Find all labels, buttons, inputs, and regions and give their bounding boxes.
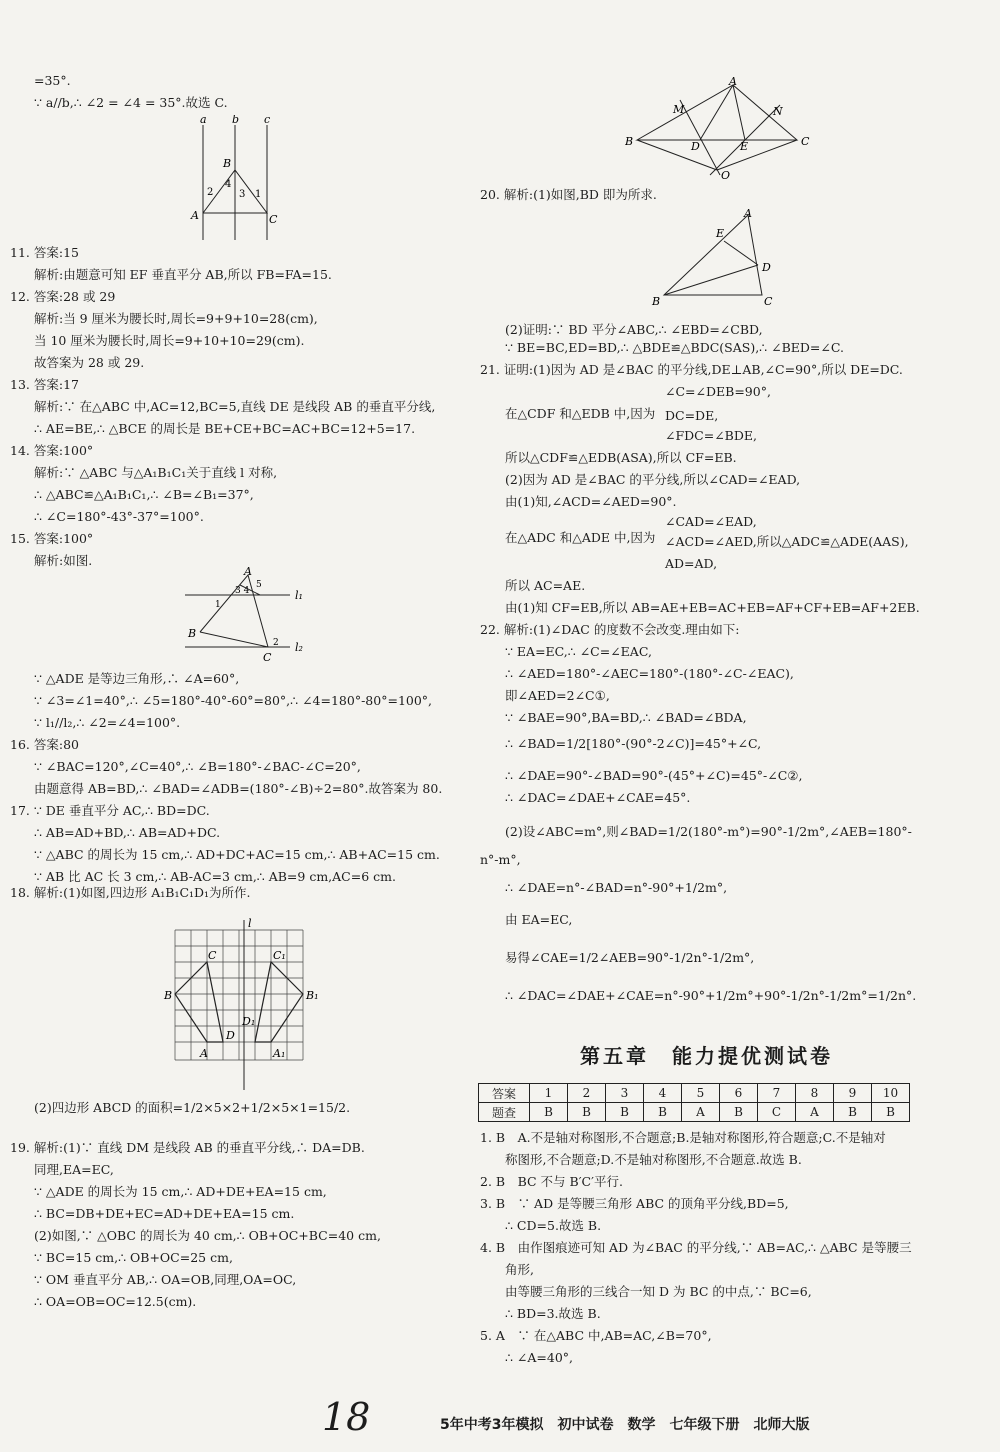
mc-text-line: ∴ BD=3.故选 B. — [505, 1306, 601, 1321]
left-text-line: 故答案为 28 或 29. — [34, 355, 145, 370]
right-text-line: 21. 证明:(1)因为 AD 是∠BAC 的平分线,DE⊥AB,∠C=90°,所以 DE=DC. — [480, 362, 903, 377]
right-text-line: 在△CDF 和△EDB 中,因为 — [505, 406, 656, 421]
left-text-line: ∵ BC=15 cm,∴ OB+OC=25 cm, — [34, 1250, 233, 1265]
right-text-line: ∠C=∠DEB=90°, — [665, 384, 771, 399]
right-text-line: ∠ACD=∠AED,所以△ADC≌△ADE(AAS), — [665, 534, 909, 549]
right-text-line: (2)证明:∵ BD 平分∠ABC,∴ ∠EBD=∠CBD, — [505, 322, 763, 337]
svg-text:b: b — [232, 115, 240, 126]
left-text-line: ∴ △ABC≌△A₁B₁C₁,∴ ∠B=∠B₁=37°, — [34, 487, 254, 502]
svg-text:1: 1 — [215, 600, 221, 610]
svg-text:B: B — [652, 295, 661, 308]
answer-table — [478, 1083, 910, 1122]
right-text-line: 22. 解析:(1)∠DAC 的度数不会改变.理由如下: — [480, 622, 740, 637]
answer-cell: B — [530, 1103, 568, 1122]
figure-q19-triangle — [625, 75, 815, 185]
svg-text:D: D — [226, 1029, 235, 1042]
mc-text-line: 角形, — [505, 1262, 534, 1277]
svg-text:C: C — [269, 213, 278, 226]
left-text-line: (2)四边形 ABCD 的面积=1/2×5×2+1/2×5×1=15/2. — [34, 1100, 351, 1115]
mc-text-line: 由等腰三角形的三线合一知 D 为 BC 的中点,∵ BC=6, — [505, 1284, 812, 1299]
left-text-line: 当 10 厘米为腰长时,周长=9+10+10=29(cm). — [34, 333, 305, 348]
left-text-line: ∵ ∠3=∠1=40°,∴ ∠5=180°-40°-60°=80°,∴ ∠4=180°-80°=100°, — [34, 693, 433, 708]
right-text-line: DC=DE, — [665, 408, 719, 423]
question-number-cell: 8 — [796, 1084, 834, 1103]
left-text-line: ∵ △ADE 是等边三角形,∴ ∠A=60°, — [34, 671, 240, 686]
left-text-line: ∴ AE=BE,∴ △BCE 的周长是 BE+CE+BC=AC+BC=12+5=17. — [34, 421, 416, 436]
left-text-line: 由题意得 AB=BD,∴ ∠BAD=∠ADB=(180°-∠B)÷2=80°.故答案为 80. — [34, 781, 443, 796]
svg-text:c: c — [264, 115, 271, 126]
mc-text-line: 4. B 由作图痕迹可知 AD 为∠BAC 的平分线,∵ AB=AC,∴ △ABC 是等腰三 — [480, 1240, 912, 1255]
right-text-line: ∴ ∠BAD=1/2[180°-(90°-2∠C)]=45°+∠C, — [505, 736, 762, 751]
svg-text:E: E — [740, 140, 749, 153]
right-text-line: 由 EA=EC, — [505, 912, 573, 927]
left-text-line: 17. ∵ DE 垂直平分 AC,∴ BD=DC. — [10, 803, 210, 818]
svg-text:B: B — [625, 135, 634, 148]
left-text-line: 11. 答案:15 — [10, 245, 79, 260]
right-text-line: ∠FDC=∠BDE, — [665, 428, 757, 443]
left-text-line: 16. 答案:80 — [10, 737, 79, 752]
svg-text:B: B — [188, 627, 197, 640]
left-text-line: 14. 答案:100° — [10, 443, 94, 458]
answer-cell: B — [872, 1103, 910, 1122]
mc-text-line: ∴ ∠A=40°, — [505, 1350, 574, 1365]
left-text-line: ∵ l₁//l₂,∴ ∠2=∠4=100°. — [34, 715, 181, 730]
left-text-line: 19. 解析:(1)∵ 直线 DM 是线段 AB 的垂直平分线,∴ DA=DB. — [10, 1140, 365, 1155]
right-text-line: (2)设∠ABC=m°,则∠BAD=1/2(180°-m°)=90°-1/2m°,∠AEB=180°- — [505, 824, 912, 839]
right-text-line: ∴ ∠DAE=90°-∠BAD=90°-(45°+∠C)=45°-∠C②, — [505, 768, 803, 783]
question-number-cell: 4 — [644, 1084, 682, 1103]
mc-text-line: 1. B A.不是轴对称图形,不合题意;B.是轴对称图形,符合题意;C.不是轴对 — [480, 1130, 886, 1145]
left-text-line: 12. 答案:28 或 29 — [10, 289, 116, 304]
answer-cell: B — [568, 1103, 606, 1122]
right-text-line: ∠CAD=∠EAD, — [665, 514, 757, 529]
right-text-line: ∵ EA=EC,∴ ∠C=∠EAC, — [505, 644, 652, 659]
question-number-cell: 10 — [872, 1084, 910, 1103]
question-number-cell: 2 — [568, 1084, 606, 1103]
svg-text:3: 3 — [239, 189, 246, 200]
right-text-line: 所以 AC=AE. — [505, 578, 586, 593]
svg-text:A: A — [191, 209, 199, 222]
svg-text:O: O — [721, 169, 731, 182]
left-text-line: 解析:∵ 在△ABC 中,AC=12,BC=5,直线 DE 是线段 AB 的垂直平分线, — [34, 399, 436, 414]
left-text-line: =35°. — [34, 73, 71, 88]
right-text-line: ∴ ∠DAC=∠DAE+∠CAE=45°. — [505, 790, 691, 805]
left-text-line: ∵ △ABC 的周长为 15 cm,∴ AD+DC+AC=15 cm,∴ AB+AC=15 cm. — [34, 847, 440, 862]
answer-cell: C — [758, 1103, 796, 1122]
svg-text:M: M — [673, 103, 685, 116]
right-text-line: ∴ ∠AED=180°-∠AEC=180°-(180°-∠C-∠EAC), — [505, 666, 794, 681]
mc-text-line: 称图形,不合题意;D.不是轴对称图形,不合题意.故选 B. — [505, 1152, 802, 1167]
svg-text:1: 1 — [255, 189, 262, 200]
right-text-line: ∴ ∠DAC=∠DAE+∠CAE=n°-90°+1/2m°+90°-1/2n°-1/2m°=1/2n°. — [505, 988, 917, 1003]
left-text-line: ∵ ∠BAC=120°,∠C=40°,∴ ∠B=180°-∠BAC-∠C=20°, — [34, 759, 361, 774]
svg-text:E: E — [716, 227, 725, 240]
question-number-cell: 1 — [530, 1084, 568, 1103]
svg-text:C: C — [801, 135, 810, 148]
svg-text:N: N — [773, 105, 783, 118]
svg-text:A₁: A₁ — [273, 1047, 286, 1060]
svg-text:C: C — [263, 651, 272, 664]
figure-parallel-lines-abc — [185, 115, 285, 245]
table-row-label: 答案 — [479, 1084, 530, 1103]
right-text-line: ∵ BE=BC,ED=BD,∴ △BDE≌△BDC(SAS),∴ ∠BED=∠C. — [505, 340, 844, 355]
figure-q20-triangle — [650, 205, 790, 315]
left-text-line: 解析:如图. — [34, 553, 93, 568]
answer-cell: A — [682, 1103, 720, 1122]
left-text-line: 13. 答案:17 — [10, 377, 79, 392]
svg-text:a: a — [200, 115, 207, 126]
svg-text:D₁: D₁ — [242, 1015, 256, 1028]
left-text-line: 解析:当 9 厘米为腰长时,周长=9+9+10=28(cm), — [34, 311, 318, 326]
right-text-line: 由(1)知 CF=EB,所以 AB=AE+EB=AC+EB=AF+CF+EB=AF+2EB. — [505, 600, 920, 615]
left-text-line: ∴ ∠C=180°-43°-37°=100°. — [34, 509, 204, 524]
table-row-label: 题查 — [479, 1103, 530, 1122]
svg-text:C: C — [208, 949, 217, 962]
left-text-line: ∵ △ADE 的周长为 15 cm,∴ AD+DE+EA=15 cm, — [34, 1184, 327, 1199]
svg-text:D: D — [762, 261, 771, 274]
question-number-cell: 9 — [834, 1084, 872, 1103]
right-text-line: (2)因为 AD 是∠BAC 的平分线,所以∠CAD=∠EAD, — [505, 472, 801, 487]
svg-text:5: 5 — [256, 580, 262, 590]
answer-cell: B — [606, 1103, 644, 1122]
footer-text: 5年中考3年模拟 初中试卷 数学 七年级下册 北师大版 — [440, 1417, 810, 1433]
left-text-line: ∴ BC=DB+DE+EC=AD+DE+EA=15 cm. — [34, 1206, 295, 1221]
figure-q15-parallel-lines — [180, 565, 320, 665]
svg-text:2: 2 — [207, 187, 214, 198]
mc-text-line: 2. B BC 不与 B′C′平行. — [480, 1174, 623, 1189]
left-text-line: 15. 答案:100° — [10, 531, 94, 546]
figure-q18-grid — [160, 915, 330, 1095]
right-text-line: ∴ ∠DAE=n°-∠BAD=n°-90°+1/2m°, — [505, 880, 728, 895]
right-text-line: 由(1)知,∠ACD=∠AED=90°. — [505, 494, 677, 509]
question-number-cell: 3 — [606, 1084, 644, 1103]
svg-text:A: A — [729, 75, 737, 88]
mc-text-line: 5. A ∵ 在△ABC 中,AB=AC,∠B=70°, — [480, 1328, 712, 1343]
left-text-line: ∴ AB=AD+BD,∴ AB=AD+DC. — [34, 825, 221, 840]
left-text-line: 同理,EA=EC, — [34, 1162, 114, 1177]
left-text-line: (2)如图,∵ △OBC 的周长为 40 cm,∴ OB+OC+BC=40 cm, — [34, 1228, 381, 1243]
left-text-line: 18. 解析:(1)如图,四边形 A₁B₁C₁D₁为所作. — [10, 885, 251, 900]
question-number-cell: 5 — [682, 1084, 720, 1103]
svg-text:3 4: 3 4 — [235, 586, 250, 596]
svg-text:D: D — [691, 140, 700, 153]
answer-cell: A — [796, 1103, 834, 1122]
mc-text-line: ∴ CD=5.故选 B. — [505, 1218, 602, 1233]
right-text-line: 易得∠CAE=1/2∠AEB=90°-1/2n°-1/2m°, — [505, 950, 755, 965]
right-text-line: 所以△CDF≌△EDB(ASA),所以 CF=EB. — [505, 450, 737, 465]
handwritten-page-number: 18 — [322, 1395, 371, 1439]
svg-text:B₁: B₁ — [306, 989, 319, 1002]
answer-cell: B — [644, 1103, 682, 1122]
right-text-line: n°-m°, — [480, 852, 521, 867]
svg-text:C₁: C₁ — [273, 949, 286, 962]
answer-cell: B — [720, 1103, 758, 1122]
right-text-line: 即∠AED=2∠C①, — [505, 688, 610, 703]
right-text-line: ∵ ∠BAE=90°,BA=BD,∴ ∠BAD=∠BDA, — [505, 710, 747, 725]
chapter-title: 第五章 能力提优测试卷 — [580, 1044, 833, 1068]
left-text-line: ∵ AB 比 AC 长 3 cm,∴ AB-AC=3 cm,∴ AB=9 cm,AC=6 cm. — [34, 869, 396, 884]
mc-text-line: 3. B ∵ AD 是等腰三角形 ABC 的顶角平分线,BD=5, — [480, 1196, 789, 1211]
svg-text:l: l — [248, 917, 252, 930]
svg-text:l₂: l₂ — [295, 641, 303, 654]
svg-text:B: B — [223, 157, 232, 170]
svg-text:B: B — [164, 989, 173, 1002]
answer-cell: B — [834, 1103, 872, 1122]
left-text-line: 解析:∵ △ABC 与△A₁B₁C₁关于直线 l 对称, — [34, 465, 278, 480]
left-text-line: 解析:由题意可知 EF 垂直平分 AB,所以 FB=FA=15. — [34, 267, 332, 282]
svg-text:A: A — [744, 207, 752, 220]
right-text-line: 在△ADC 和△ADE 中,因为 — [505, 530, 656, 545]
left-text-line: ∵ OM 垂直平分 AB,∴ OA=OB,同理,OA=OC, — [34, 1272, 297, 1287]
right-text-line: AD=AD, — [665, 556, 718, 571]
left-text-line: ∴ OA=OB=OC=12.5(cm). — [34, 1294, 197, 1309]
svg-text:l₁: l₁ — [295, 589, 303, 602]
right-text-line: 20. 解析:(1)如图,BD 即为所求. — [480, 187, 657, 202]
svg-text:A: A — [200, 1047, 208, 1060]
question-number-cell: 7 — [758, 1084, 796, 1103]
svg-text:C: C — [764, 295, 773, 308]
left-text-line: ∵ a//b,∴ ∠2 = ∠4 = 35°.故选 C. — [34, 95, 228, 110]
svg-text:4: 4 — [225, 179, 232, 190]
question-number-cell: 6 — [720, 1084, 758, 1103]
svg-text:A: A — [244, 565, 252, 578]
svg-text:2: 2 — [273, 638, 279, 648]
